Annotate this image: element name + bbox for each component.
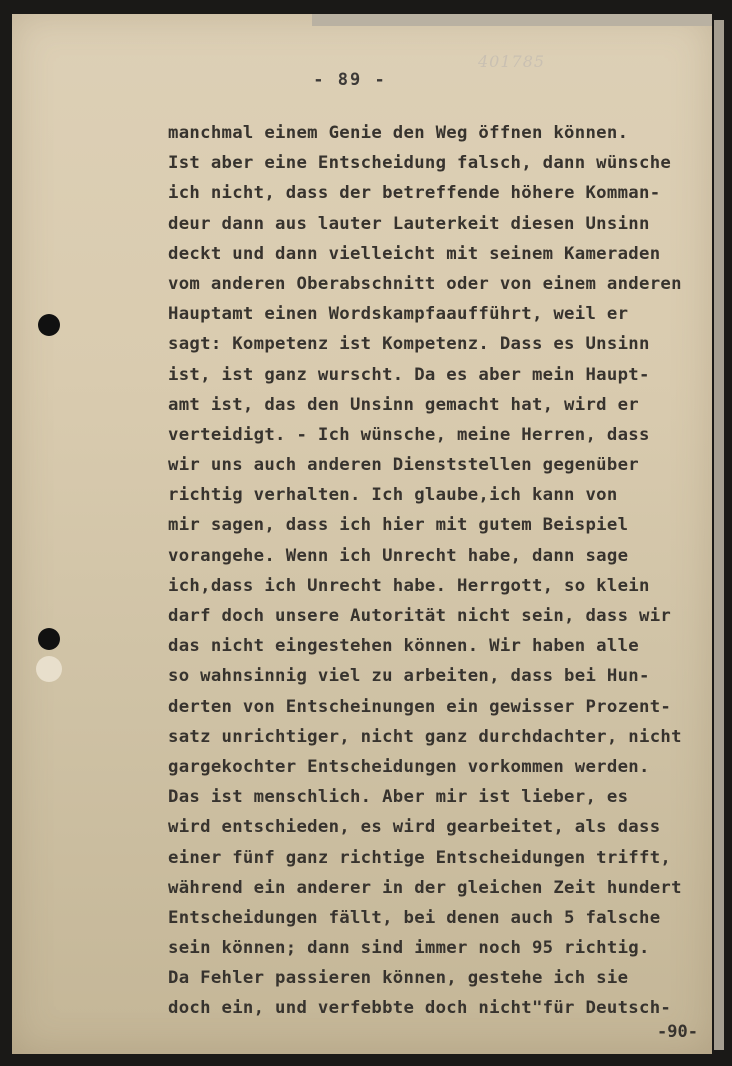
text-line: manchmal einem Genie den Weg öffnen können. [168,123,629,143]
text-line: Das ist menschlich. Aber mir ist lieber, es [168,787,629,808]
text-line: Ist aber eine Entscheidung falsch, dann wünsche [168,153,672,174]
text-line: sein können; dann sind immer noch 95 richtig. [168,938,650,959]
text-line: während ein anderer in der gleichen Zeit hundert [168,877,682,898]
text-line: Entscheidungen fällt, bei denen auch 5 falsche [168,907,661,928]
text-line: mir sagen, dass ich hier mit gutem Beispiel [168,515,629,536]
text-line: sagt: Kompetenz ist Kompetenz. Dass es Unsinn [168,334,650,355]
text-line: amt ist, das den Unsinn gemacht hat, wird er [168,394,639,415]
text-line: so wahnsinnig viel zu arbeiten, dass bei Hun- [168,666,650,687]
typewritten-body [168,118,728,1024]
text-line: vorangehe. Wenn ich Unrecht habe, dann sage [168,545,629,566]
next-page-marker: -90- [657,1022,698,1042]
punch-hole-bottom [38,628,60,650]
text-line: richtig verhalten. Ich glaube,ich kann von [168,485,618,506]
text-line: ich nicht, dass der betreffende höhere Komman- [168,183,661,204]
text-line: Hauptamt einen Wordskampfaaufführt, weil er [168,304,629,325]
text-line: gargekochter Entscheidungen vorkommen werden. [168,756,650,777]
text-line: derten von Entscheinungen ein gewisser Prozent- [168,696,672,717]
text-line: einer fünf ganz richtige Entscheidungen trifft, [168,847,672,868]
text-line: ich,dass ich Unrecht habe. Herrgott, so klein [168,575,650,596]
text-line: vom anderen Oberabschnitt oder von einem anderen [168,273,682,294]
punch-hole-shadow [36,656,62,682]
text-line: deckt und dann vielleicht mit seinem Kameraden [168,243,661,264]
text-line: doch ein, und verfebbte doch nicht"für Deutsch- [168,998,672,1019]
punch-hole-top [38,314,60,336]
page-number: - 89 - [313,70,387,90]
text-line: wird entschieden, es wird gearbeitet, als dass [168,817,661,838]
text-line: ist, ist ganz wurscht. Da es aber mein Haupt- [168,364,650,385]
text-line: verteidigt. - Ich wünsche, meine Herren, dass [168,424,650,445]
handwritten-archive-number: 401785 [478,52,546,71]
text-line: wir uns auch anderen Dienststellen gegenüber [168,455,639,476]
text-line: satz unrichtiger, nicht ganz durchdachter, nicht [168,726,682,747]
text-line: deur dann aus lauter Lauterkeit diesen Unsinn [168,213,650,234]
text-line: darf doch unsere Autorität nicht sein, dass wir [168,606,672,626]
text-line: das nicht eingestehen können. Wir haben alle [168,636,639,657]
text-line: Da Fehler passieren können, gestehe ich sie [168,968,629,989]
